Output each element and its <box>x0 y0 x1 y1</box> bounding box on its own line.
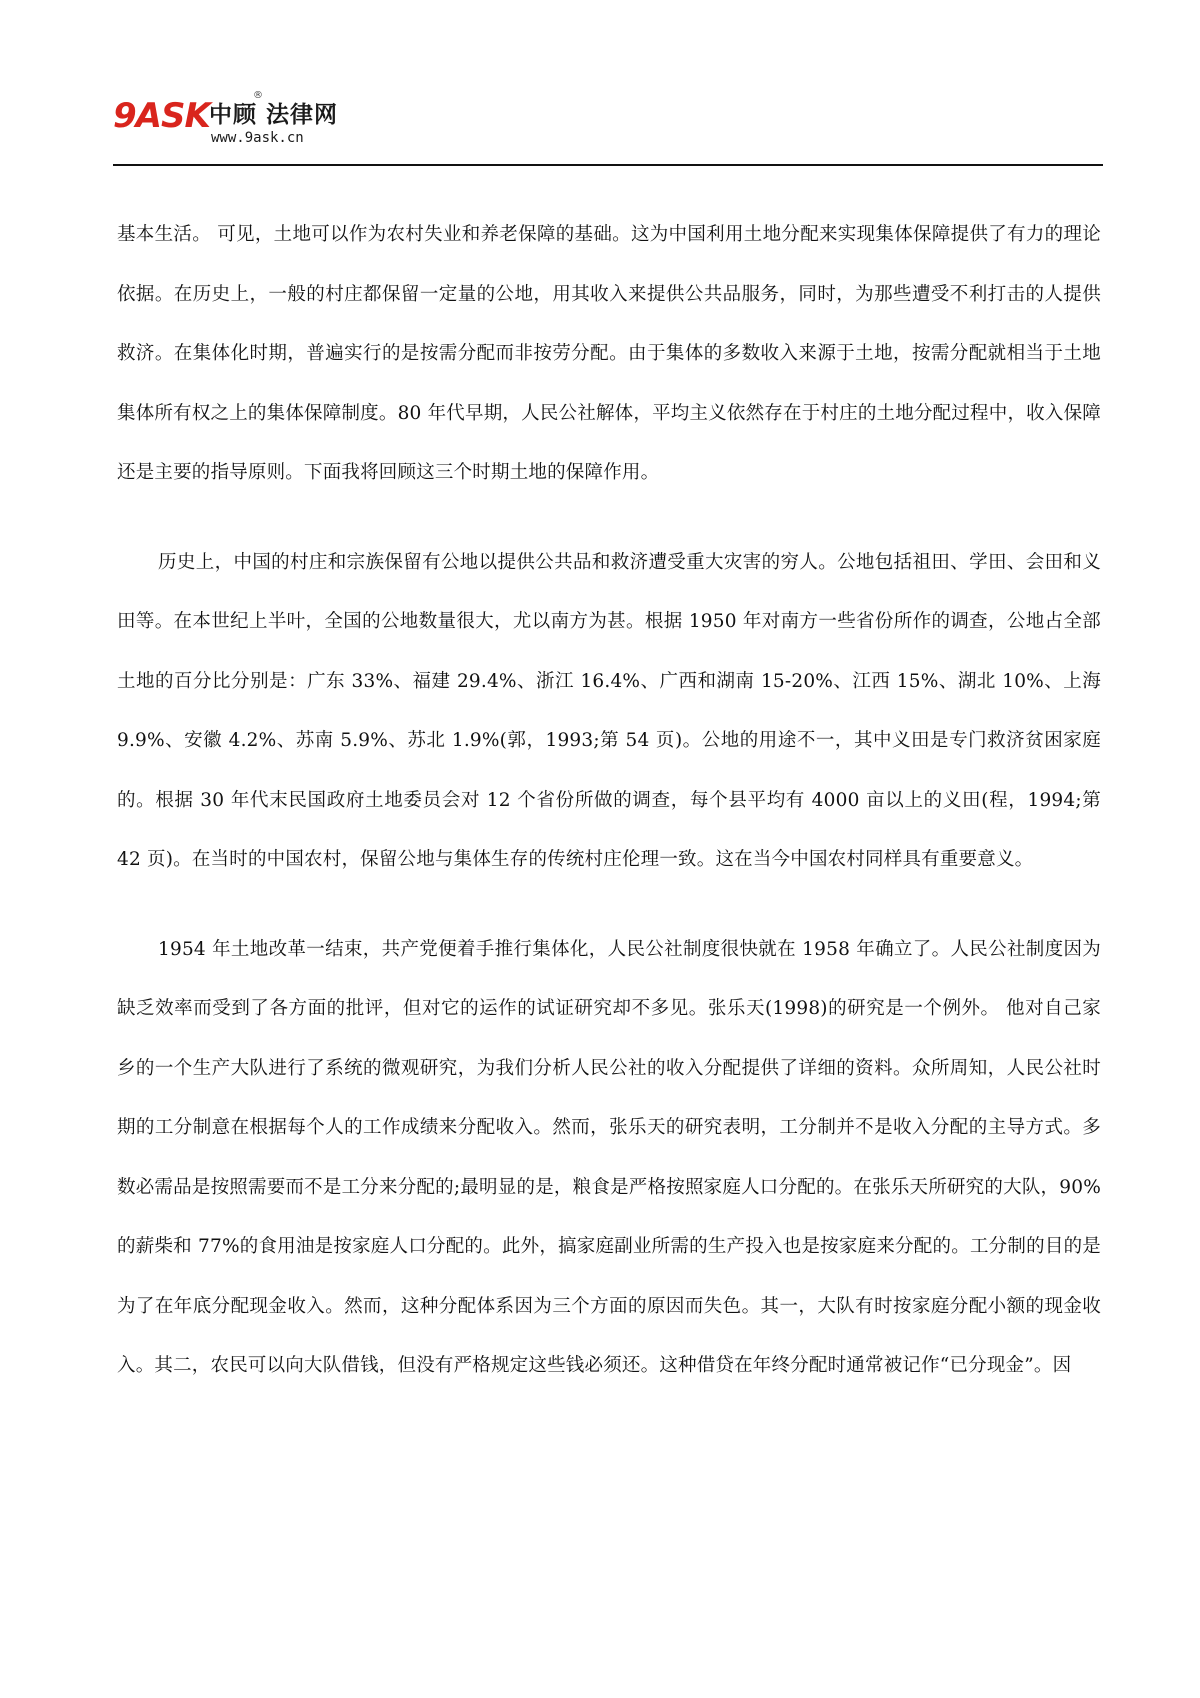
paragraph-gap <box>117 503 1101 533</box>
header-divider <box>113 164 1103 166</box>
logo-chinese-name: 中顾 法律网 <box>209 102 339 128</box>
site-logo[interactable] <box>113 90 353 158</box>
article-body <box>117 205 1101 1396</box>
paragraph-1: 基本生活。 可见，土地可以作为农村失业和养老保障的基础。这为中国利用土地分配来实现集体保障提供了有力的理论依据。在历史上，一般的村庄都保留一定量的公地，用其收入来提供公共品服务，同时，为那些遭受不利打击的人提供救济。在集体化时期，普遍实行的是按需分配而非按劳分配。由于集体的多数收入来源于土地，按需分配就相当于土地集体所有权之上的集体保障制度。80 年代早期，人民公社解体，平均主义依然存在于村庄的土地分配过程中，收入保障还是主要的指导原则。下面我将回顾这三个时期土地的保障作用。 <box>117 224 1101 483</box>
registered-icon: ® <box>253 90 263 101</box>
page-header <box>113 90 1103 168</box>
paragraph-gap <box>117 890 1101 920</box>
paragraph-2: 历史上，中国的村庄和宗族保留有公地以提供公共品和救济遭受重大灾害的穷人。公地包括祖田、学田、会田和义田等。在本世纪上半叶，全国的公地数量很大，尤以南方为甚。根据 1950 年对南方一些省份所作的调查，公地占全部土地的百分比分别是：广东 33%、福建 29.4%、浙江 16.4%、广西和湖南 15-20%、江西 15%、湖北 10%、上海 9.9%、安徽 4.2%、苏南 5.9%、苏北 1.9%(郭，1993;第 54 页)。公地的用途不一，其中义田是专门救济贫困家庭的。根据 30 年代末民国政府土地委员会对 12 个省份所做的调查，每个县平均有 4000 亩以上的义田(程，1994;第 42 页)。在当时的中国农村，保留公地与集体生存的传统村庄伦理一致。这在当今中国农村同样具有重要意义。 <box>117 551 1101 870</box>
paragraph-3: 1954 年土地改革一结束，共产党便着手推行集体化，人民公社制度很快就在 1958 年确立了。人民公社制度因为缺乏效率而受到了各方面的批评，但对它的运作的试证研究却不多见。张乐天(1998)的研究是一个例外。 他对自己家乡的一个生产大队进行了系统的微观研究，为我们分析人民公社的收入分配提供了详细的资料。众所周知，人民公社时期的工分制意在根据每个人的工作成绩来分配收入。然而，张乐天的研究表明，工分制并不是收入分配的主导方式。多数必需品是按照需要而不是工分来分配的;最明显的是，粮食是严格按照家庭人口分配的。在张乐天所研究的大队，90%的薪柴和 77%的食用油是按家庭人口分配的。此外，搞家庭副业所需的生产投入也是按家庭来分配的。工分制的目的是为了在年底分配现金收入。然而，这种分配体系因为三个方面的原因而失色。其一，大队有时按家庭分配小额的现金收入。其二，农民可以向大队借钱，但没有严格规定这些钱必须还。这种借贷在年终分配时通常被记作“已分现金”。因 <box>117 938 1101 1376</box>
logo-mark: 9ASK <box>113 96 210 136</box>
logo-url: www.9ask.cn <box>211 130 304 146</box>
